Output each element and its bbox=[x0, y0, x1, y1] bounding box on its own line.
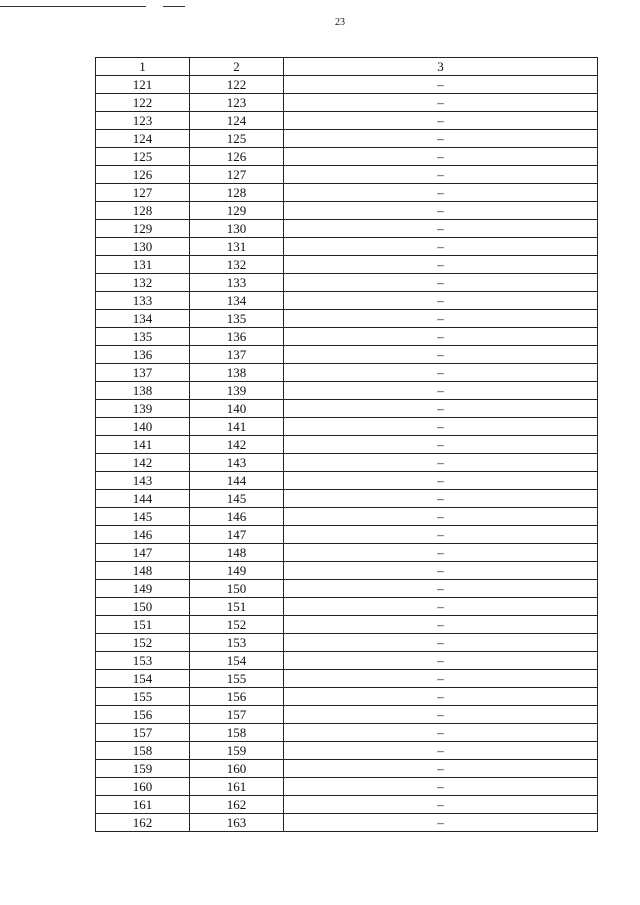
table-cell-col-1: 136 bbox=[96, 346, 190, 364]
table-header bbox=[96, 58, 598, 76]
table-cell-col-2: 127 bbox=[190, 166, 284, 184]
table-cell-col-1: 134 bbox=[96, 310, 190, 328]
table-cell-col-3: – bbox=[284, 598, 598, 616]
table-cell-col-3: – bbox=[284, 670, 598, 688]
table-cell-col-1: 142 bbox=[96, 454, 190, 472]
table-row bbox=[96, 274, 598, 292]
table-cell-col-1: 127 bbox=[96, 184, 190, 202]
table-cell-col-1: 151 bbox=[96, 616, 190, 634]
table-cell-col-1: 154 bbox=[96, 670, 190, 688]
table-cell-col-2: 157 bbox=[190, 706, 284, 724]
table-cell-col-1: 131 bbox=[96, 256, 190, 274]
table-cell-col-3: – bbox=[284, 292, 598, 310]
table-row bbox=[96, 418, 598, 436]
table-row bbox=[96, 220, 598, 238]
table-cell-col-2: 132 bbox=[190, 256, 284, 274]
table-cell-col-1: 158 bbox=[96, 742, 190, 760]
table-cell-col-3: – bbox=[284, 418, 598, 436]
table-cell-col-2: 144 bbox=[190, 472, 284, 490]
table-row bbox=[96, 562, 598, 580]
table-cell-col-1: 133 bbox=[96, 292, 190, 310]
table-cell-col-3: – bbox=[284, 436, 598, 454]
table-cell-col-3: – bbox=[284, 346, 598, 364]
table-row bbox=[96, 616, 598, 634]
table-cell-col-1: 147 bbox=[96, 544, 190, 562]
header-row bbox=[96, 58, 598, 76]
table-row bbox=[96, 202, 598, 220]
table-row bbox=[96, 670, 598, 688]
table-row bbox=[96, 598, 598, 616]
table-cell-col-3: – bbox=[284, 454, 598, 472]
table-row bbox=[96, 184, 598, 202]
table-cell-col-1: 149 bbox=[96, 580, 190, 598]
table-cell-col-2: 125 bbox=[190, 130, 284, 148]
table-row bbox=[96, 256, 598, 274]
table-cell-col-1: 129 bbox=[96, 220, 190, 238]
table-cell-col-3: – bbox=[284, 724, 598, 742]
table-row bbox=[96, 148, 598, 166]
table-row bbox=[96, 526, 598, 544]
table-cell-col-1: 123 bbox=[96, 112, 190, 130]
table-cell-col-3: – bbox=[284, 382, 598, 400]
table-cell-col-3: – bbox=[284, 526, 598, 544]
table-cell-col-1: 139 bbox=[96, 400, 190, 418]
table-row bbox=[96, 328, 598, 346]
table-cell-col-2: 123 bbox=[190, 94, 284, 112]
table-cell-col-1: 126 bbox=[96, 166, 190, 184]
table-cell-col-2: 124 bbox=[190, 112, 284, 130]
table-row bbox=[96, 94, 598, 112]
table-cell-col-2: 153 bbox=[190, 634, 284, 652]
table-cell-col-3: – bbox=[284, 472, 598, 490]
top-rule-left bbox=[0, 6, 146, 7]
table-cell-col-3: – bbox=[284, 508, 598, 526]
table-row bbox=[96, 112, 598, 130]
table-cell-col-3: – bbox=[284, 112, 598, 130]
table-cell-col-3: – bbox=[284, 652, 598, 670]
table-cell-col-3: – bbox=[284, 580, 598, 598]
table-cell-col-2: 143 bbox=[190, 454, 284, 472]
table-cell-col-2: 141 bbox=[190, 418, 284, 436]
table-cell-col-3: – bbox=[284, 706, 598, 724]
table-cell-col-3: – bbox=[284, 148, 598, 166]
table-cell-col-1: 156 bbox=[96, 706, 190, 724]
table-row bbox=[96, 238, 598, 256]
table-cell-col-1: 132 bbox=[96, 274, 190, 292]
table-row bbox=[96, 436, 598, 454]
table-cell-col-2: 138 bbox=[190, 364, 284, 382]
table-cell-col-1: 138 bbox=[96, 382, 190, 400]
table-cell-col-2: 131 bbox=[190, 238, 284, 256]
table-cell-col-1: 145 bbox=[96, 508, 190, 526]
data-table bbox=[95, 57, 598, 832]
table-cell-col-3: – bbox=[284, 796, 598, 814]
page-number: 23 bbox=[335, 17, 345, 28]
table-cell-col-3: – bbox=[284, 760, 598, 778]
table-cell-col-3: – bbox=[284, 238, 598, 256]
table-row bbox=[96, 580, 598, 598]
table-row bbox=[96, 382, 598, 400]
table-cell-col-3: – bbox=[284, 490, 598, 508]
table-row bbox=[96, 778, 598, 796]
table-cell-col-2: 155 bbox=[190, 670, 284, 688]
table-cell-col-2: 156 bbox=[190, 688, 284, 706]
table-cell-col-2: 145 bbox=[190, 490, 284, 508]
table-cell-col-2: 139 bbox=[190, 382, 284, 400]
table-cell-col-2: 135 bbox=[190, 310, 284, 328]
table-cell-col-2: 148 bbox=[190, 544, 284, 562]
table-cell-col-1: 157 bbox=[96, 724, 190, 742]
table-cell-col-2: 128 bbox=[190, 184, 284, 202]
table-row bbox=[96, 814, 598, 832]
table-cell-col-1: 130 bbox=[96, 238, 190, 256]
table-row bbox=[96, 454, 598, 472]
table-cell-col-2: 149 bbox=[190, 562, 284, 580]
table-cell-col-1: 141 bbox=[96, 436, 190, 454]
table-row bbox=[96, 652, 598, 670]
table-row bbox=[96, 760, 598, 778]
table-cell-col-3: – bbox=[284, 400, 598, 418]
table-cell-col-2: 122 bbox=[190, 76, 284, 94]
table-cell-col-3: – bbox=[284, 184, 598, 202]
table-cell-col-1: 153 bbox=[96, 652, 190, 670]
table-row bbox=[96, 742, 598, 760]
table-cell-col-3: – bbox=[284, 544, 598, 562]
table-cell-col-3: – bbox=[284, 562, 598, 580]
table-cell-col-3: – bbox=[284, 202, 598, 220]
table-cell-col-3: – bbox=[284, 274, 598, 292]
table-cell-col-1: 124 bbox=[96, 130, 190, 148]
table-cell-col-3: – bbox=[284, 616, 598, 634]
table-cell-col-1: 122 bbox=[96, 94, 190, 112]
table-cell-col-2: 129 bbox=[190, 202, 284, 220]
table-cell-col-3: – bbox=[284, 256, 598, 274]
table-cell-col-2: 146 bbox=[190, 508, 284, 526]
table-cell-col-2: 140 bbox=[190, 400, 284, 418]
column-header-2: 2 bbox=[190, 58, 284, 76]
table-cell-col-2: 147 bbox=[190, 526, 284, 544]
table-cell-col-3: – bbox=[284, 688, 598, 706]
table-row bbox=[96, 724, 598, 742]
table-row bbox=[96, 292, 598, 310]
table-cell-col-3: – bbox=[284, 328, 598, 346]
table-cell-col-1: 150 bbox=[96, 598, 190, 616]
table-row bbox=[96, 76, 598, 94]
table-cell-col-2: 159 bbox=[190, 742, 284, 760]
table-row bbox=[96, 706, 598, 724]
table-cell-col-2: 154 bbox=[190, 652, 284, 670]
table-row bbox=[96, 400, 598, 418]
table-row bbox=[96, 364, 598, 382]
table-cell-col-2: 150 bbox=[190, 580, 284, 598]
table-cell-col-1: 155 bbox=[96, 688, 190, 706]
table-cell-col-2: 136 bbox=[190, 328, 284, 346]
table-cell-col-2: 160 bbox=[190, 760, 284, 778]
top-rule-right bbox=[163, 6, 185, 7]
table-cell-col-2: 142 bbox=[190, 436, 284, 454]
table-row bbox=[96, 130, 598, 148]
table-cell-col-1: 135 bbox=[96, 328, 190, 346]
table-cell-col-2: 151 bbox=[190, 598, 284, 616]
table-cell-col-3: – bbox=[284, 166, 598, 184]
table-cell-col-3: – bbox=[284, 814, 598, 832]
table-cell-col-2: 162 bbox=[190, 796, 284, 814]
table-row bbox=[96, 796, 598, 814]
table-cell-col-1: 128 bbox=[96, 202, 190, 220]
column-header-3: 3 bbox=[284, 58, 598, 76]
table-row bbox=[96, 544, 598, 562]
table-cell-col-1: 121 bbox=[96, 76, 190, 94]
table-cell-col-2: 133 bbox=[190, 274, 284, 292]
table-cell-col-2: 158 bbox=[190, 724, 284, 742]
table-cell-col-1: 148 bbox=[96, 562, 190, 580]
table-cell-col-1: 125 bbox=[96, 148, 190, 166]
table-row bbox=[96, 634, 598, 652]
table-cell-col-1: 137 bbox=[96, 364, 190, 382]
table-cell-col-1: 146 bbox=[96, 526, 190, 544]
table-cell-col-2: 152 bbox=[190, 616, 284, 634]
table-cell-col-1: 161 bbox=[96, 796, 190, 814]
table-cell-col-1: 159 bbox=[96, 760, 190, 778]
table-cell-col-3: – bbox=[284, 310, 598, 328]
table-cell-col-3: – bbox=[284, 364, 598, 382]
table-cell-col-3: – bbox=[284, 76, 598, 94]
table-cell-col-1: 160 bbox=[96, 778, 190, 796]
table-cell-col-3: – bbox=[284, 220, 598, 238]
table-cell-col-3: – bbox=[284, 742, 598, 760]
table-cell-col-1: 140 bbox=[96, 418, 190, 436]
table-cell-col-1: 143 bbox=[96, 472, 190, 490]
table-cell-col-2: 161 bbox=[190, 778, 284, 796]
table-cell-col-3: – bbox=[284, 94, 598, 112]
table-row bbox=[96, 490, 598, 508]
column-header-1: 1 bbox=[96, 58, 190, 76]
table-cell-col-2: 126 bbox=[190, 148, 284, 166]
table-cell-col-3: – bbox=[284, 778, 598, 796]
table-cell-col-2: 137 bbox=[190, 346, 284, 364]
table-cell-col-3: – bbox=[284, 130, 598, 148]
table-row bbox=[96, 688, 598, 706]
table-cell-col-3: – bbox=[284, 634, 598, 652]
table-cell-col-1: 152 bbox=[96, 634, 190, 652]
table-cell-col-2: 130 bbox=[190, 220, 284, 238]
table-cell-col-1: 162 bbox=[96, 814, 190, 832]
table-cell-col-1: 144 bbox=[96, 490, 190, 508]
table-row bbox=[96, 472, 598, 490]
table-row bbox=[96, 346, 598, 364]
table-cell-col-2: 134 bbox=[190, 292, 284, 310]
table-body bbox=[96, 76, 598, 832]
table-cell-col-2: 163 bbox=[190, 814, 284, 832]
table-row bbox=[96, 508, 598, 526]
table-row bbox=[96, 310, 598, 328]
table-row bbox=[96, 166, 598, 184]
